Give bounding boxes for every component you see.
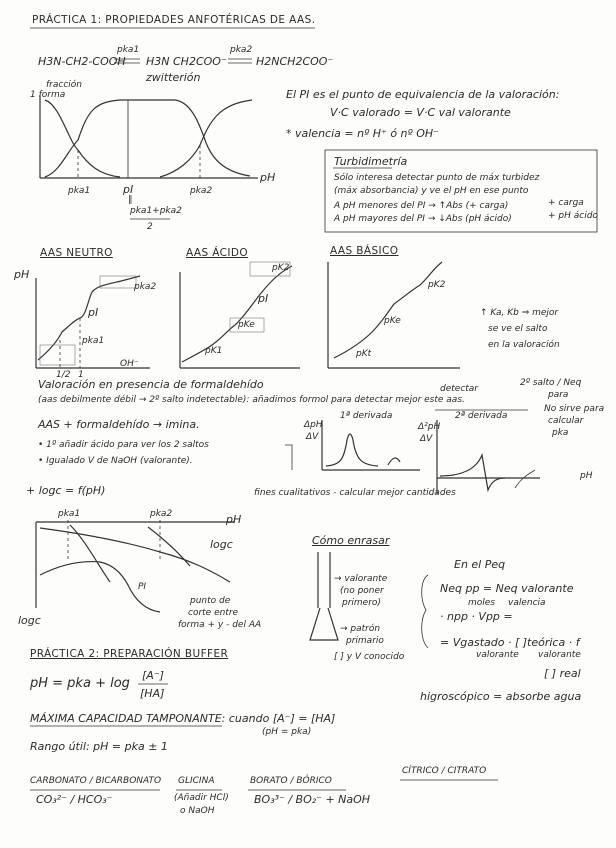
acid-title: AAS ÁCIDO bbox=[186, 247, 249, 259]
turbidity-line1: Sólo interesa detectar punto de máx turbidez bbox=[334, 173, 540, 183]
acid-pk1: pK1 bbox=[205, 346, 223, 356]
peq-eq3: = Vgastado · [ ]teórica · f bbox=[440, 636, 580, 649]
citric-title: CÍTRICO / CITRATO bbox=[402, 766, 487, 776]
derivative-1-plot bbox=[322, 420, 420, 470]
neutral-x-one: 1 bbox=[78, 370, 84, 380]
peq-title: En el Peq bbox=[454, 558, 506, 571]
dpH-label: ΔpH bbox=[304, 420, 323, 430]
turbidity-line4: A pH mayores del PI → ↓Abs (pH ácido) bbox=[334, 214, 512, 224]
deriv1-label: 1ª derivada bbox=[340, 411, 393, 421]
gauge-label5: primario bbox=[346, 636, 384, 646]
turbidity-line3: A pH menores del PI → ↑Abs (+ carga) bbox=[334, 201, 509, 211]
frac-label2: 1 forma bbox=[30, 90, 66, 100]
capacity-note2: (pH = pka) bbox=[262, 727, 312, 737]
gauge-label1: → valorante bbox=[334, 574, 388, 584]
logc-pka1: pka1 bbox=[58, 509, 81, 519]
formaldehyde-line2: AAS + formaldehído → imina. bbox=[38, 418, 200, 431]
gly-2: o NaOH bbox=[180, 806, 215, 816]
no-sirve3: pka bbox=[552, 428, 569, 438]
vc-equation: V·C valorado = V·C val valorante bbox=[330, 106, 511, 119]
valence-equation: * valencia = nº H⁺ ó nº OH⁻ bbox=[286, 127, 439, 140]
logc-note1: punto de bbox=[190, 596, 231, 606]
neutral-graph bbox=[36, 276, 150, 368]
ka-note3: en la valoración bbox=[488, 340, 560, 350]
frac-pi-eq: ‖ bbox=[128, 195, 133, 205]
neutral-ph: pH bbox=[14, 268, 30, 281]
peq-eq3b: valorante bbox=[476, 650, 519, 660]
eq-acid: H3N-CH2-COOH bbox=[38, 55, 126, 68]
deriv2-label: 2ª derivada bbox=[455, 411, 508, 421]
eq-base: H2NCH2COO⁻ bbox=[256, 55, 334, 68]
neutral-pi: pI bbox=[88, 306, 99, 319]
acid-pke: pKe bbox=[238, 320, 255, 330]
basic-pke: pKe bbox=[384, 316, 401, 326]
formaldehyde-title: Valoración en presencia de formaldehído bbox=[38, 378, 264, 391]
frac-pi-num: pka1+pka2 bbox=[130, 206, 182, 216]
neutral-x-half: 1/2 bbox=[56, 370, 71, 380]
logc-note3: forma + y - del AA bbox=[178, 620, 262, 630]
logc-pi: PI bbox=[138, 582, 147, 592]
d2pH-label: Δ²pH bbox=[418, 422, 441, 432]
carb-formula: CO₃²⁻ / HCO₃⁻ bbox=[36, 793, 113, 806]
hh-lhs: pH = pka + log bbox=[30, 676, 130, 691]
capacity-note: MÁXIMA CAPACIDAD TAMPONANTE: cuando [A⁻] = [HA] bbox=[30, 712, 336, 725]
peq-eq1b: moles bbox=[468, 598, 495, 608]
basic-title: AAS BÁSICO bbox=[330, 245, 399, 257]
turbidity-side1: + carga bbox=[548, 198, 584, 208]
peq-eq3c: valorante bbox=[538, 650, 581, 660]
logc-right: logc bbox=[210, 538, 233, 551]
frac-pka1: pka1 bbox=[68, 186, 91, 196]
peq-eq1c: valencia bbox=[508, 598, 546, 608]
turbidity-line2: (máx absorbancia) y ve el pH en ese punto bbox=[334, 186, 529, 196]
burette-sketch bbox=[310, 552, 338, 640]
frac-curve-base bbox=[160, 100, 252, 177]
acid-pi: pI bbox=[258, 292, 269, 305]
d2V-label: ΔV bbox=[420, 434, 433, 444]
frac-curve-acid bbox=[45, 100, 120, 177]
no-sirve: No sirve para bbox=[544, 404, 605, 414]
turbidity-title: Turbidimetría bbox=[334, 155, 408, 168]
eq-zwitter-label: zwitterión bbox=[146, 71, 201, 84]
frac-ph-axis: pH bbox=[260, 171, 276, 184]
turbidity-side2: + pH ácido bbox=[548, 211, 598, 221]
hh-den: [HA] bbox=[140, 687, 165, 700]
pi-definition: El PI es el punto de equivalencia de la valoración: bbox=[286, 88, 560, 101]
basic-graph bbox=[328, 262, 460, 368]
neutral-pka1: pka1 bbox=[82, 336, 105, 346]
gauge-label3: primero) bbox=[342, 598, 381, 608]
qualitative-note: fines cualitativos - calcular mejor cantidades bbox=[254, 488, 456, 498]
peq-eq4: [ ] real bbox=[544, 667, 581, 680]
eq-pka1: pka1 bbox=[117, 45, 140, 55]
logc-label: + logc = f(pH) bbox=[26, 484, 106, 497]
gauge-title: Cómo enrasar bbox=[312, 534, 390, 547]
acid-pk2: pK2 bbox=[272, 263, 290, 273]
logc-pka2: pka2 bbox=[150, 509, 173, 519]
ka-note2: se ve el salto bbox=[488, 324, 548, 334]
logc-bottom: logc bbox=[18, 614, 41, 627]
borate-title: BORATO / BÓRICO bbox=[250, 776, 332, 786]
frac-pka2: pka2 bbox=[190, 186, 213, 196]
formaldehyde-bullet1: • 1º añadir ácido para ver los 2 saltos bbox=[38, 440, 209, 450]
gly-1: (Añadir HCl) bbox=[174, 793, 229, 803]
practice2-title: PRÁCTICA 2: PREPARACIÓN BUFFER bbox=[30, 648, 229, 660]
fraction-plot bbox=[40, 95, 258, 178]
detect-label: detectar bbox=[440, 384, 479, 394]
useful-range: Rango útil: pH = pka ± 1 bbox=[30, 740, 168, 753]
second-jump: 2º salto / Neq bbox=[520, 378, 582, 388]
formaldehyde-bullet2: • Igualado V de NaOH (valorante). bbox=[38, 456, 193, 466]
basic-pk2: pK2 bbox=[428, 280, 446, 290]
hh-num: [A⁻] bbox=[142, 669, 164, 682]
practice1-title: PRÁCTICA 1: PROPIEDADES ANFOTÉRICAS DE AAS. bbox=[32, 14, 316, 26]
peq-eq2: · npp · Vpp = bbox=[440, 610, 513, 623]
frac-pi: pI bbox=[123, 183, 134, 196]
frac-label: fracción bbox=[46, 80, 82, 90]
gauge-label4: → patrón bbox=[340, 624, 381, 634]
gauge-label6: [ ] y V conocido bbox=[334, 652, 405, 662]
acid-graph bbox=[180, 262, 300, 368]
logc-note2: corte entre bbox=[188, 608, 239, 618]
peq-eq1: Neq pp = Neq valorante bbox=[440, 582, 574, 595]
eq-pka2: pka2 bbox=[230, 45, 253, 55]
no-sirve2: calcular bbox=[548, 416, 584, 426]
gauge-label2: (no poner bbox=[340, 586, 384, 596]
borate-formula: BO₃³⁻ / BO₂⁻ + NaOH bbox=[254, 793, 371, 806]
deriv-ph-axis: pH bbox=[580, 471, 593, 481]
hygroscopic-note: higroscópico = absorbe agua bbox=[420, 690, 582, 703]
carb-title: CARBONATO / BICARBONATO bbox=[30, 776, 162, 786]
eq-zwitter: H3N CH2COO⁻ bbox=[146, 55, 227, 68]
ka-note1: ↑ Ka, Kb ⇒ mejor bbox=[480, 308, 559, 318]
neutral-oh-axis: OH⁻ bbox=[120, 359, 139, 369]
dv-label: ΔV bbox=[306, 432, 319, 442]
logc-ph: pH bbox=[226, 513, 242, 526]
frac-curve-zwitter bbox=[45, 100, 250, 177]
neutral-pka2: pka2 bbox=[134, 282, 157, 292]
derivative-2-plot bbox=[437, 420, 540, 494]
second-jump2: para bbox=[548, 390, 569, 400]
formaldehyde-line1: (aas debilmente débil → 2º salto indetectable): añadimos formol para detectar mejor este aas. bbox=[38, 395, 465, 405]
frac-pi-den: 2 bbox=[147, 222, 153, 232]
gly-title: GLICINA bbox=[178, 776, 215, 786]
basic-pkt: pKt bbox=[356, 349, 372, 359]
neutral-title: AAS NEUTRO bbox=[40, 247, 113, 259]
